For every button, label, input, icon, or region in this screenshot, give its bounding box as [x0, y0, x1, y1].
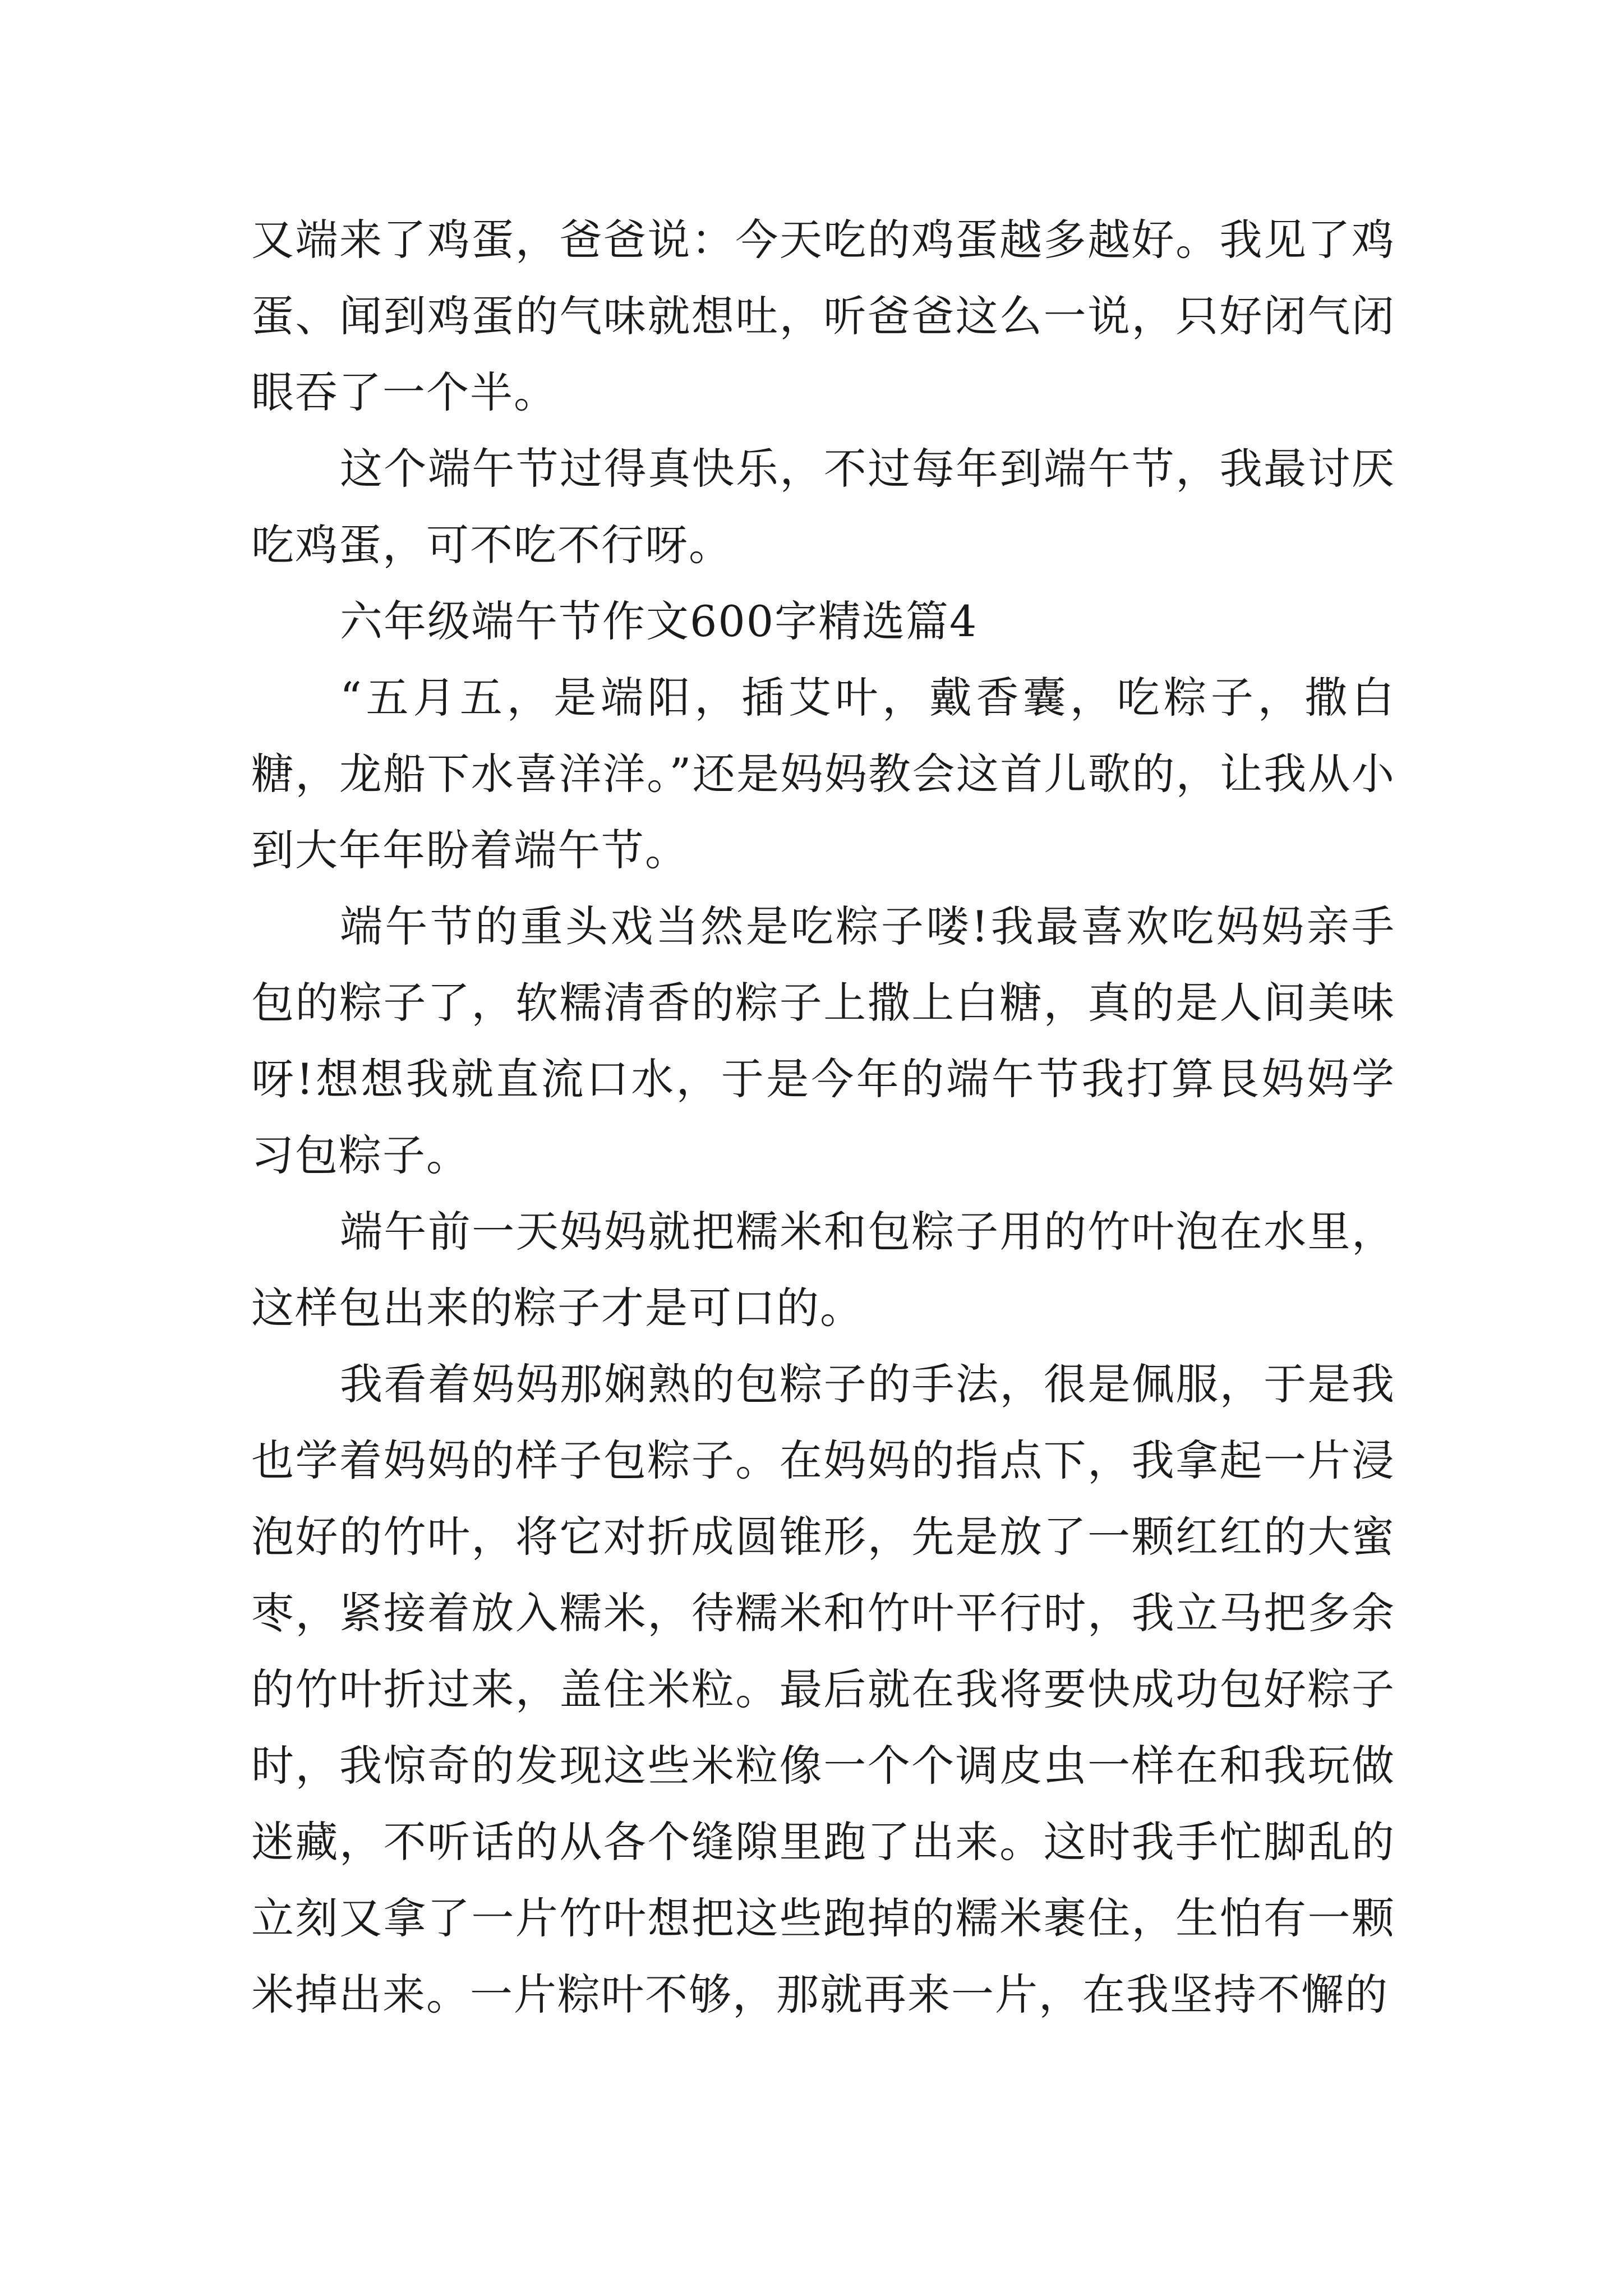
- paragraph-3: “五月五，是端阳，插艾叶，戴香囊，吃粽子，撒白糖，龙船下水喜洋洋。”还是妈妈教会这首儿歌的，让我从小到大年年盼着端午节。: [251, 673, 1395, 875]
- paragraph-5: 端午前一天妈妈就把糯米和包粽子用的竹叶泡在水里，这样包出来的粽子才是可口的。: [251, 1207, 1395, 1333]
- document-body: [251, 202, 1395, 2033]
- paragraph-6: 我看着妈妈那娴熟的包粽子的手法，很是佩服，于是我也学着妈妈的样子包粽子。在妈妈的指点下，我拿起一片浸泡好的竹叶，将它对折成圆锥形，先是放了一颗红红的大蜜枣，紧接着放入糯米，待糯米和竹叶平行时，我立马把多余的竹叶折过来，盖住米粒。最后就在我将要快成功包好粽子时，我惊奇的发现这些米粒像一个个调皮虫一样在和我玩做迷藏，不听话的从各个缝隙里跑了出来。这时我手忙脚乱的立刻又拿了一片竹叶想把这些跑掉的糯米裹住，生怕有一颗米掉出来。一片粽叶不够，那就再来一片，在我坚持不懈的: [251, 1359, 1395, 2019]
- paragraph-2: 这个端午节过得真快乐，不过每年到端午节，我最讨厌吃鸡蛋，可不吃不行呀。: [251, 444, 1395, 570]
- section-heading: 六年级端午节作文600字精选篇4: [340, 596, 978, 646]
- paragraph-1: 又端来了鸡蛋，爸爸说：今天吃的鸡蛋越多越好。我见了鸡蛋、闻到鸡蛋的气味就想吐，听爸爸这么一说，只好闭气闭眼吞了一个半。: [251, 215, 1395, 417]
- paragraph-4: 端午节的重头戏当然是吃粽子喽!我最喜欢吃妈妈亲手包的粽子了，软糯清香的粽子上撒上白糖，真的是人间美味呀!想想我就直流口水，于是今年的端午节我打算艮妈妈学习包粽子。: [251, 901, 1395, 1180]
